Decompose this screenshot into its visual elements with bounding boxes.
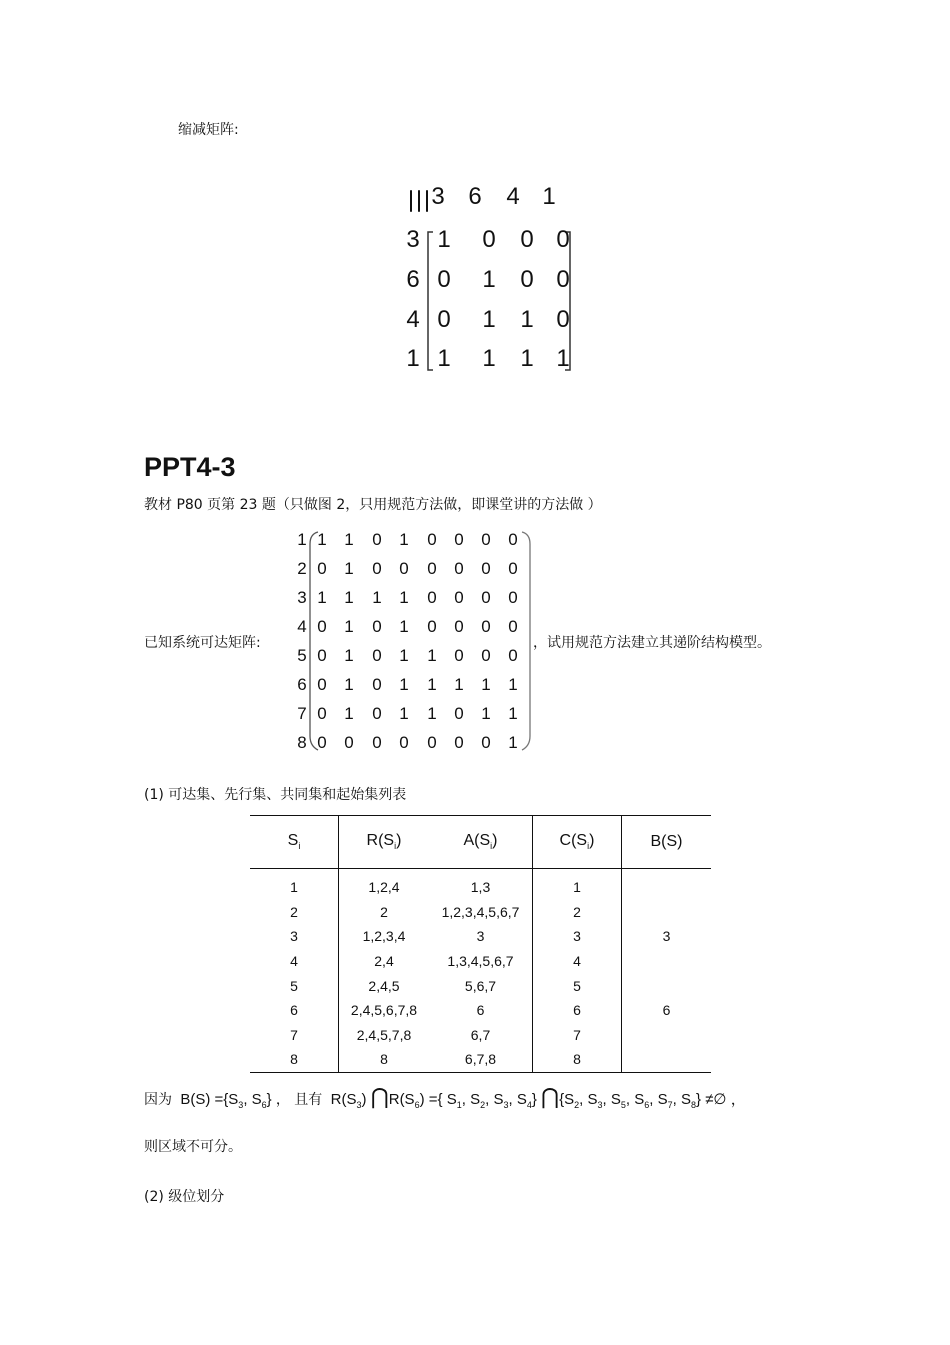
matrix-row-header: 1 <box>297 530 307 549</box>
formula-because: 因为 <box>144 1092 172 1108</box>
cell-r: 2,4 <box>339 949 430 974</box>
cell-r: 1,2,4 <box>339 869 430 900</box>
reduced-matrix-cell: 0 <box>482 226 496 253</box>
table-row <box>250 949 711 974</box>
cell-r: 2,4,5,6,7,8 <box>339 998 430 1023</box>
formula-and: ， 且有 <box>275 1092 323 1108</box>
cell-s: 5 <box>290 977 298 994</box>
reduced-row-header: 3 <box>406 226 420 253</box>
table-row <box>250 1047 711 1072</box>
matrix-cell: 0 <box>399 733 409 752</box>
matrix-cell: 0 <box>372 704 382 723</box>
matrix-cell: 0 <box>427 530 437 549</box>
cell-c: 1 <box>533 869 622 900</box>
col-c: $C(S_i)$ <box>533 816 622 869</box>
step2-title: (2) 级位划分 <box>144 1189 225 1205</box>
reduced-row-header: 6 <box>406 266 420 293</box>
cell-b <box>622 900 712 925</box>
reduced-col-header: 3 <box>431 183 445 210</box>
matrix-row-header: 6 <box>297 675 307 694</box>
matrix-cell: 0 <box>344 733 354 752</box>
matrix-cell: 0 <box>372 646 382 665</box>
cell-s: 3 <box>290 928 298 945</box>
reduced-matrix-cell: 1 <box>437 226 451 253</box>
table-row <box>250 973 711 998</box>
matrix-row-header: 3 <box>297 588 307 607</box>
reduced-matrix-cell: 0 <box>556 306 570 333</box>
matrix-cell: 1 <box>344 646 354 665</box>
matrix-cell: 0 <box>508 530 518 549</box>
reduced-matrix-cell: 0 <box>556 226 570 253</box>
cell-c: 3 <box>533 924 622 949</box>
matrix-cell: 1 <box>344 588 354 607</box>
sets-table <box>250 815 711 1073</box>
matrix-cell: 0 <box>427 733 437 752</box>
cell-b <box>622 1047 712 1072</box>
matrix-cell: 1 <box>454 675 464 694</box>
col-s: $S_i$ <box>250 816 339 869</box>
cell-a: 6,7 <box>470 1026 491 1043</box>
reduced-matrix-label: 缩减矩阵: <box>178 122 239 138</box>
matrix-intro: 已知系统可达矩阵: <box>144 635 261 651</box>
matrix-cell: 0 <box>317 704 327 723</box>
reduced-row-header: 1 <box>406 345 420 372</box>
reduced-matrix-cell: 1 <box>482 345 496 372</box>
matrix-cell: 1 <box>344 704 354 723</box>
reduced-col-header: 4 <box>506 183 520 210</box>
reachability-matrix <box>290 528 540 758</box>
matrix-row-header: 8 <box>297 733 307 752</box>
problem-statement: 教材 P80 页第 23 题（只做图 2，只用规范方法做，即课堂讲的方法做 ） <box>144 497 602 513</box>
matrix-cell: 0 <box>427 617 437 636</box>
matrix-cell: 0 <box>454 646 464 665</box>
matrix-cell: 1 <box>399 675 409 694</box>
cell-a: 1,3,4,5,6,7 <box>447 953 514 970</box>
matrix-row-header: 7 <box>297 704 307 723</box>
cell-s: 2 <box>290 903 298 920</box>
matrix-cell: 1 <box>399 646 409 665</box>
cell-c: 6 <box>533 998 622 1023</box>
matrix-cell: 1 <box>344 559 354 578</box>
cell-s: 1 <box>290 879 298 896</box>
cell-b: 3 <box>622 924 712 949</box>
reduced-matrix-cell: 1 <box>556 345 570 372</box>
matrix-cell: 1 <box>508 704 518 723</box>
matrix-cell: 0 <box>372 617 382 636</box>
matrix-cell: 0 <box>454 617 464 636</box>
cell-b <box>622 869 712 900</box>
reduced-col-header: 1 <box>542 183 556 210</box>
table-row <box>250 998 711 1023</box>
cell-a: 6,7,8 <box>429 1047 533 1072</box>
col-r: $R(S_i)$ <box>339 816 430 869</box>
col-b: B(S) <box>622 816 712 869</box>
not-equal-empty: ≠∅ <box>705 1091 727 1108</box>
conclusion: 则区域不可分。 <box>144 1139 242 1155</box>
intersection-symbol: ⋂ <box>370 1084 389 1109</box>
cell-r: 2,4,5 <box>339 973 430 998</box>
cell-s: 8 <box>250 1047 339 1072</box>
matrix-cell: 1 <box>508 733 518 752</box>
matrix-cell: 0 <box>481 617 491 636</box>
matrix-cell: 1 <box>481 675 491 694</box>
cell-b <box>622 973 712 998</box>
reduced-matrix-cell: 0 <box>556 266 570 293</box>
section-title: PPT4-3 <box>144 452 236 482</box>
matrix-cell: 1 <box>317 588 327 607</box>
reduced-matrix-cell: 1 <box>437 345 451 372</box>
matrix-cell: 0 <box>372 530 382 549</box>
matrix-row-header: 4 <box>297 617 307 636</box>
matrix-cell: 0 <box>454 704 464 723</box>
table-header-row <box>250 816 711 869</box>
table-row <box>250 869 711 900</box>
matrix-cell: 0 <box>317 733 327 752</box>
matrix-cell: 0 <box>454 733 464 752</box>
reduced-col-header: 6 <box>468 183 482 210</box>
matrix-cell: 0 <box>317 559 327 578</box>
matrix-cell: 0 <box>481 733 491 752</box>
matrix-cell: 1 <box>344 617 354 636</box>
matrix-cell: 1 <box>317 530 327 549</box>
matrix-cell: 0 <box>481 559 491 578</box>
matrix-cell: 0 <box>427 559 437 578</box>
formula-bs: B(S) ={S <box>180 1091 239 1108</box>
matrix-cell: 1 <box>427 646 437 665</box>
matrix-cell: 1 <box>481 704 491 723</box>
matrix-cell: 0 <box>481 530 491 549</box>
matrix-cell: 0 <box>508 617 518 636</box>
cell-b: 6 <box>622 998 712 1023</box>
table-row <box>250 900 711 925</box>
matrix-cell: 0 <box>508 559 518 578</box>
matrix-outro: ，试用规范方法建立其递阶结构模型。 <box>533 635 771 651</box>
matrix-cell: 1 <box>399 588 409 607</box>
matrix-cell: 1 <box>427 704 437 723</box>
reduced-matrix-cell: 0 <box>520 266 534 293</box>
matrix-cell: 1 <box>372 588 382 607</box>
cell-a: 1,3 <box>470 879 491 896</box>
cell-c: 4 <box>533 949 622 974</box>
reduced-matrix-cell: 0 <box>437 266 451 293</box>
cell-r: 1,2,3,4 <box>339 924 430 949</box>
col-a: $A(S_i)$ <box>429 816 533 869</box>
cell-c: 8 <box>533 1047 622 1072</box>
cell-r: 2,4,5,7,8 <box>339 1023 430 1048</box>
matrix-cell: 0 <box>372 559 382 578</box>
matrix-cell: 0 <box>399 559 409 578</box>
matrix-cell: 0 <box>317 675 327 694</box>
matrix-cell: 1 <box>399 530 409 549</box>
step1-title: (1) 可达集、先行集、共同集和起始集列表 <box>144 787 407 803</box>
cell-a: 1,2,3,4,5,6,7 <box>441 903 520 920</box>
matrix-cell: 1 <box>344 675 354 694</box>
set-one: $S_1$, $S_2$, $S_3$, $S_4$ <box>446 1091 532 1110</box>
matrix-row-header: 2 <box>297 559 307 578</box>
cell-b <box>622 1023 712 1048</box>
cell-s: 6 <box>290 1002 298 1019</box>
reduced-matrix-cell: 1 <box>520 306 534 333</box>
table-row <box>250 1023 711 1048</box>
reduced-matrix-cell: 0 <box>520 226 534 253</box>
matrix-cell: 0 <box>317 617 327 636</box>
cell-c: 2 <box>533 900 622 925</box>
cell-r: 8 <box>339 1047 430 1072</box>
matrix-cell: 0 <box>508 588 518 607</box>
matrix-cell: 1 <box>344 530 354 549</box>
table-row <box>250 924 711 949</box>
cell-s: 4 <box>290 953 298 970</box>
matrix-cell: 0 <box>454 588 464 607</box>
matrix-cell: 0 <box>481 588 491 607</box>
matrix-cell: 0 <box>372 675 382 694</box>
reduced-row-header: 4 <box>406 306 420 333</box>
matrix-cell: 1 <box>427 675 437 694</box>
matrix-cell: 0 <box>481 646 491 665</box>
reduced-matrix-cell: 1 <box>482 306 496 333</box>
cell-c: 5 <box>533 973 622 998</box>
reduced-matrix <box>395 180 595 380</box>
matrix-cell: 0 <box>454 559 464 578</box>
matrix-cell: 0 <box>427 588 437 607</box>
cell-b <box>622 949 712 974</box>
intersection-symbol: ⋂ <box>541 1084 560 1109</box>
reduced-matrix-cell: 1 <box>520 345 534 372</box>
matrix-cell: 0 <box>317 646 327 665</box>
cell-a: 3 <box>476 928 485 945</box>
cell-a: 5,6,7 <box>464 977 497 994</box>
formula-line: 因为 $B(S) =\{S_3$, $S_6$} ， 且有 $R(S_3)$ $⋂R(S_6)$ ={ $S_1$, $S_2$, $S_3$, $S_4$} $⋂\{S_2$, $S_3$, $S_5$, $S_6$, $S_7$, $S_8$} ≠∅ ， <box>144 1084 746 1110</box>
reduced-matrix-cell: 1 <box>482 266 496 293</box>
matrix-cell: 1 <box>508 675 518 694</box>
cell-r: 2 <box>339 900 430 925</box>
matrix-cell: 0 <box>454 530 464 549</box>
set-two: $S_2$, $S_3$, $S_5$, $S_6$, $S_7$, $S_8$ <box>564 1091 697 1110</box>
reduced-matrix-cell: 0 <box>437 306 451 333</box>
cell-a: 6 <box>476 1002 485 1019</box>
matrix-cell: 0 <box>372 733 382 752</box>
matrix-row-header: 5 <box>297 646 307 665</box>
matrix-cell: 0 <box>508 646 518 665</box>
matrix-cell: 1 <box>399 704 409 723</box>
cell-c: 7 <box>533 1023 622 1048</box>
cell-s: 7 <box>290 1026 298 1043</box>
matrix-cell: 1 <box>399 617 409 636</box>
